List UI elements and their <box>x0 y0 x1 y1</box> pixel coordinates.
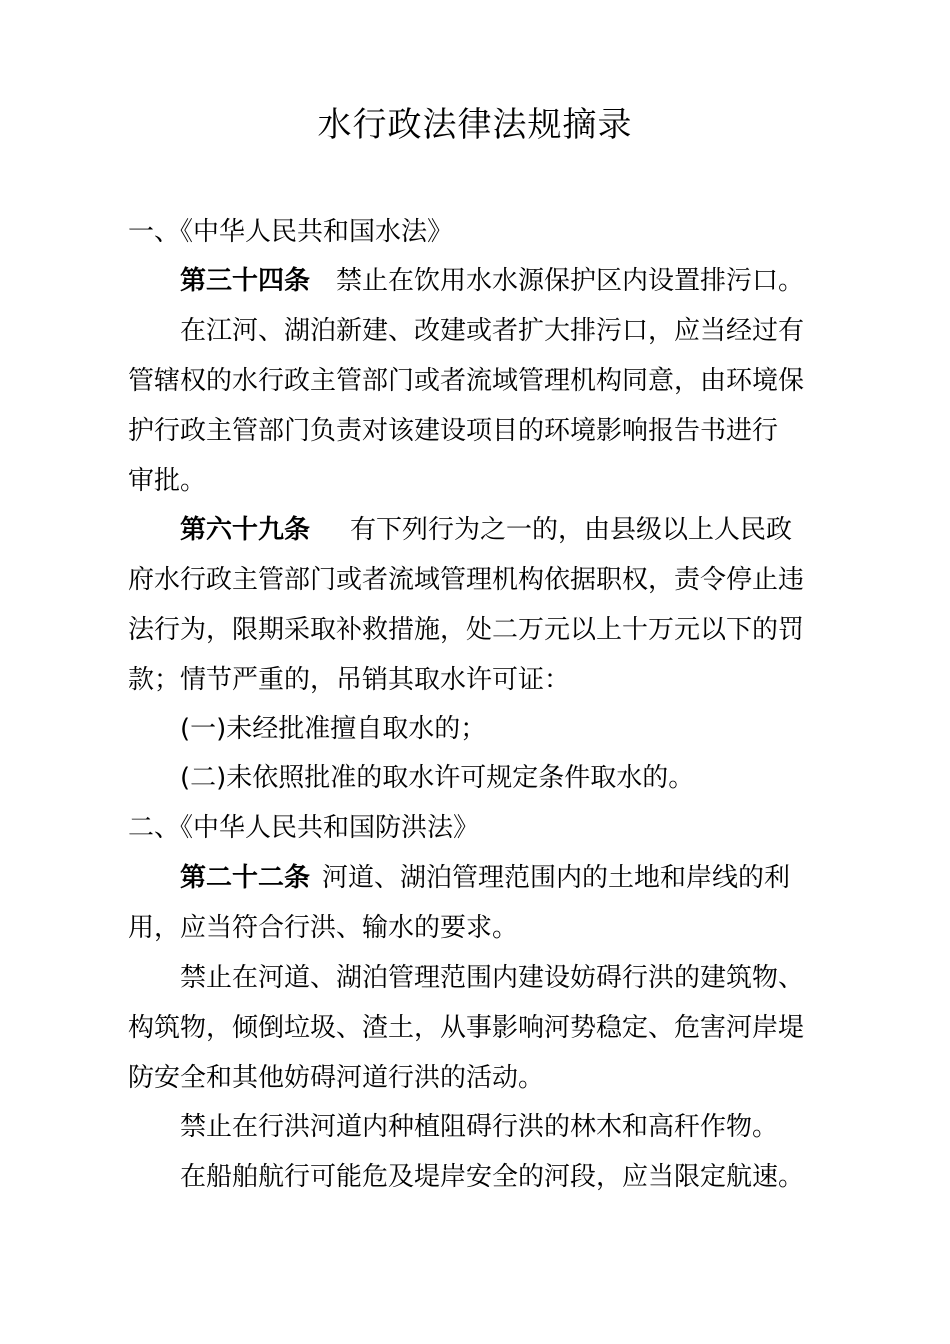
article-34-text: 禁止在饮用水水源保护区内设置排污口。 <box>336 266 805 296</box>
paragraph-line: 用，应当符合行洪、输水的要求。 <box>128 913 519 943</box>
paragraph-line: 在船舶航行可能危及堤岸安全的河段，应当限定航速。 <box>180 1162 805 1192</box>
paragraph-line: 禁止在河道、湖泊管理范围内建设妨碍行洪的建筑物、 <box>180 963 805 993</box>
article-69-line <box>180 510 880 550</box>
section-heading-flood-law: 二、《中华人民共和国防洪法》 <box>128 813 480 843</box>
paragraph-line: 禁止在行洪河道内种植阻碍行洪的林木和高秆作物。 <box>180 1112 779 1142</box>
paragraph-line: 法行为，限期采取补救措施，处二万元以上十万元以下的罚 <box>128 615 805 645</box>
paragraph-line: 在江河、湖泊新建、改建或者扩大排污口，应当经过有 <box>180 316 805 346</box>
section-heading-water-law: 一、《中华人民共和国水法》 <box>128 217 454 247</box>
paragraph-line: 府水行政主管部门或者流域管理机构依据职权，责令停止违 <box>128 565 805 595</box>
article-22-line <box>180 858 880 898</box>
article-34-label: 第三十四条 <box>180 266 311 296</box>
article-22-text: 河道、湖泊管理范围内的土地和岸线的利 <box>322 863 791 893</box>
document-title: 水行政法律法规摘录 <box>317 105 633 145</box>
paragraph-line: 款；情节严重的，吊销其取水许可证： <box>128 665 571 695</box>
paragraph-line: 构筑物，倾倒垃圾、渣土，从事影响河势稳定、危害河岸堤 <box>128 1013 805 1043</box>
article-69-label: 第六十九条 <box>180 515 311 545</box>
paragraph-line: 护行政主管部门负责对该建设项目的环境影响报告书进行 <box>128 416 779 446</box>
article-22-label: 第二十二条 <box>180 863 311 893</box>
paragraph-line: 审批。 <box>128 466 207 496</box>
paragraph-line: 防安全和其他妨碍河道行洪的活动。 <box>128 1063 545 1093</box>
article-69-text: 有下列行为之一的，由县级以上人民政 <box>350 515 793 545</box>
list-item: (一)未经批准擅自取水的； <box>180 714 487 744</box>
list-item: (二)未依照批准的取水许可规定条件取水的。 <box>180 763 695 793</box>
paragraph-line: 管辖权的水行政主管部门或者流域管理机构同意，由环境保 <box>128 366 805 396</box>
article-34-line <box>180 261 880 301</box>
